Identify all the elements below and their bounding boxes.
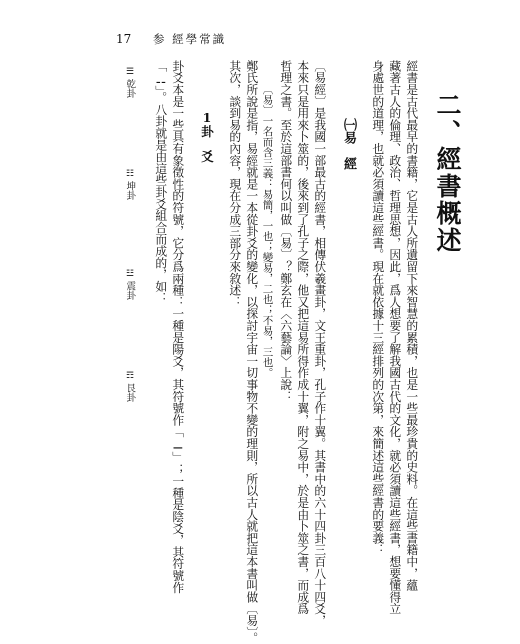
yijing-para-3: 哲理之書。至於這部書何以叫做〔易〕？鄭玄在〈六藝論〉上說：: [278, 60, 293, 403]
trigram-zhen: [120, 270, 139, 303]
section-heading-yijing: ㈠易 經: [341, 118, 356, 170]
trigram-qian-label: 乾卦: [124, 79, 136, 98]
intro-line-2: 藏著古人的倫理、政治、哲理思想，因此，爲人想要了解我國古代的文化，就必須讀這些經書，想要懂得立: [387, 60, 402, 615]
trigram-gen-symbol: ☶: [125, 371, 134, 381]
trigram-kun: [120, 170, 139, 203]
trigram-zhen-symbol: ☳: [125, 269, 134, 279]
chapter-title: 二、經書概述: [433, 92, 462, 254]
yijing-para-2: 本來只是用來卜筮的，後來到了孔子之際，他又把這易所得作成十翼，附之易中，於是由卜筮之書，而成爲: [295, 60, 310, 615]
trigram-zhen-label: 震卦: [124, 281, 136, 300]
running-header-title: 参 經學常識: [153, 32, 227, 46]
yijing-quote: 〔易〕一名而含三義：易簡，一也；變易，二也；不易，三也。: [261, 84, 274, 378]
trigram-qian: [120, 68, 139, 101]
intro-line-1: 經書是古代最早的書籍，它是古人所遺留下來智慧的累積，也是一些最珍貴的史料。在這些書籍中，蘊: [404, 60, 419, 591]
yijing-para-1: 〔易經〕是我國一部最古的經書，相傳伏羲畫卦，文王重卦，孔子作十翼。其書中的六十四卦三百八十四爻，: [312, 60, 327, 627]
page-number: 17: [116, 32, 132, 46]
trigram-kun-symbol: ☷: [125, 169, 134, 179]
trigram-kun-label: 坤卦: [124, 181, 136, 200]
trigram-gen-label: 艮卦: [124, 383, 136, 402]
guayao-para-2: 「⚋」。八卦就是由這些卦爻組合而成的，如：: [153, 60, 168, 305]
trigram-gen: [120, 372, 139, 405]
yijing-para-5: 其次，談到易的內容，現在分成三部分來敘述：: [227, 60, 242, 308]
yijing-para-4: 鄭氏所說是指，易經就是一本從卦爻的變化，以探討宇宙一切事物不變的理則，所以古人就把這本書叫做〔易〕。: [244, 60, 259, 644]
guayao-para-1: 卦爻本是一些具有象徵性的符號，它分爲兩種：一種是陽爻，其符號作「⚊」；一種是陰爻，其符號作: [170, 60, 185, 594]
trigram-qian-symbol: ☰: [125, 67, 134, 77]
intro-line-3: 身處世的道理，也就必須讀這些經書。現在就依據十三經排列的次第，來簡述這些經書的要義：: [370, 60, 385, 556]
subsection-heading-guayao: 1卦 爻: [199, 110, 215, 163]
